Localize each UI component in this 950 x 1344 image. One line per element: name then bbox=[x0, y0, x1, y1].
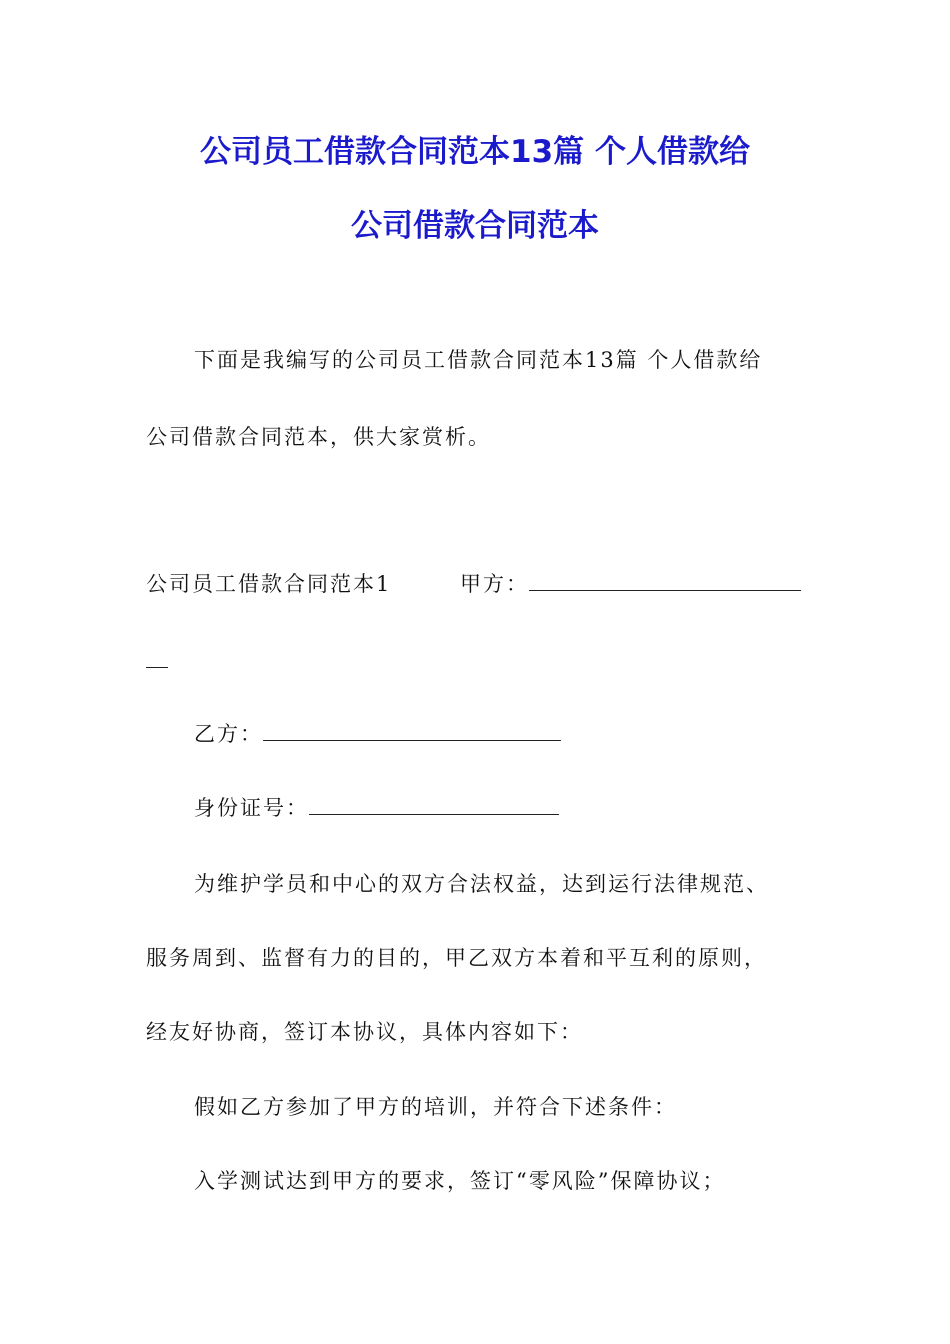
document-title-line-2: 公司借款合同范本 bbox=[351, 208, 599, 244]
party-b-blank bbox=[263, 720, 561, 741]
paragraph-2: 假如乙方参加了甲方的培训，并符合下述条件： bbox=[194, 1095, 677, 1119]
party-a-blank bbox=[529, 570, 801, 591]
paragraph-1-line-3: 经友好协商，签订本协议，具体内容如下： bbox=[146, 1020, 583, 1044]
document-title-line-1: 公司员工借款合同范本13篇 个人借款给 bbox=[200, 134, 750, 170]
party-a-row bbox=[460, 569, 801, 599]
intro-line-2: 公司借款合同范本，供大家赏析。 bbox=[146, 425, 491, 449]
id-number-label: 身份证号： bbox=[194, 796, 309, 820]
paragraph-1-line-1: 为维护学员和中心的双方合法权益，达到运行法律规范、 bbox=[194, 872, 769, 896]
paragraph-3: 入学测试达到甲方的要求，签订“零风险”保障协议； bbox=[194, 1169, 726, 1193]
paragraph-1-line-2: 服务周到、监督有力的目的，甲乙双方本着和平互利的原则， bbox=[146, 946, 767, 970]
id-number-blank bbox=[309, 794, 559, 815]
section-heading: 公司员工借款合同范本1 bbox=[146, 572, 392, 596]
party-a-blank-continuation bbox=[146, 667, 168, 668]
party-a-label: 甲方： bbox=[460, 572, 529, 596]
id-number-row bbox=[194, 793, 559, 823]
party-b-row bbox=[194, 719, 561, 749]
party-b-label: 乙方： bbox=[194, 722, 263, 746]
intro-line-1: 下面是我编写的公司员工借款合同范本13篇 个人借款给 bbox=[194, 348, 763, 372]
